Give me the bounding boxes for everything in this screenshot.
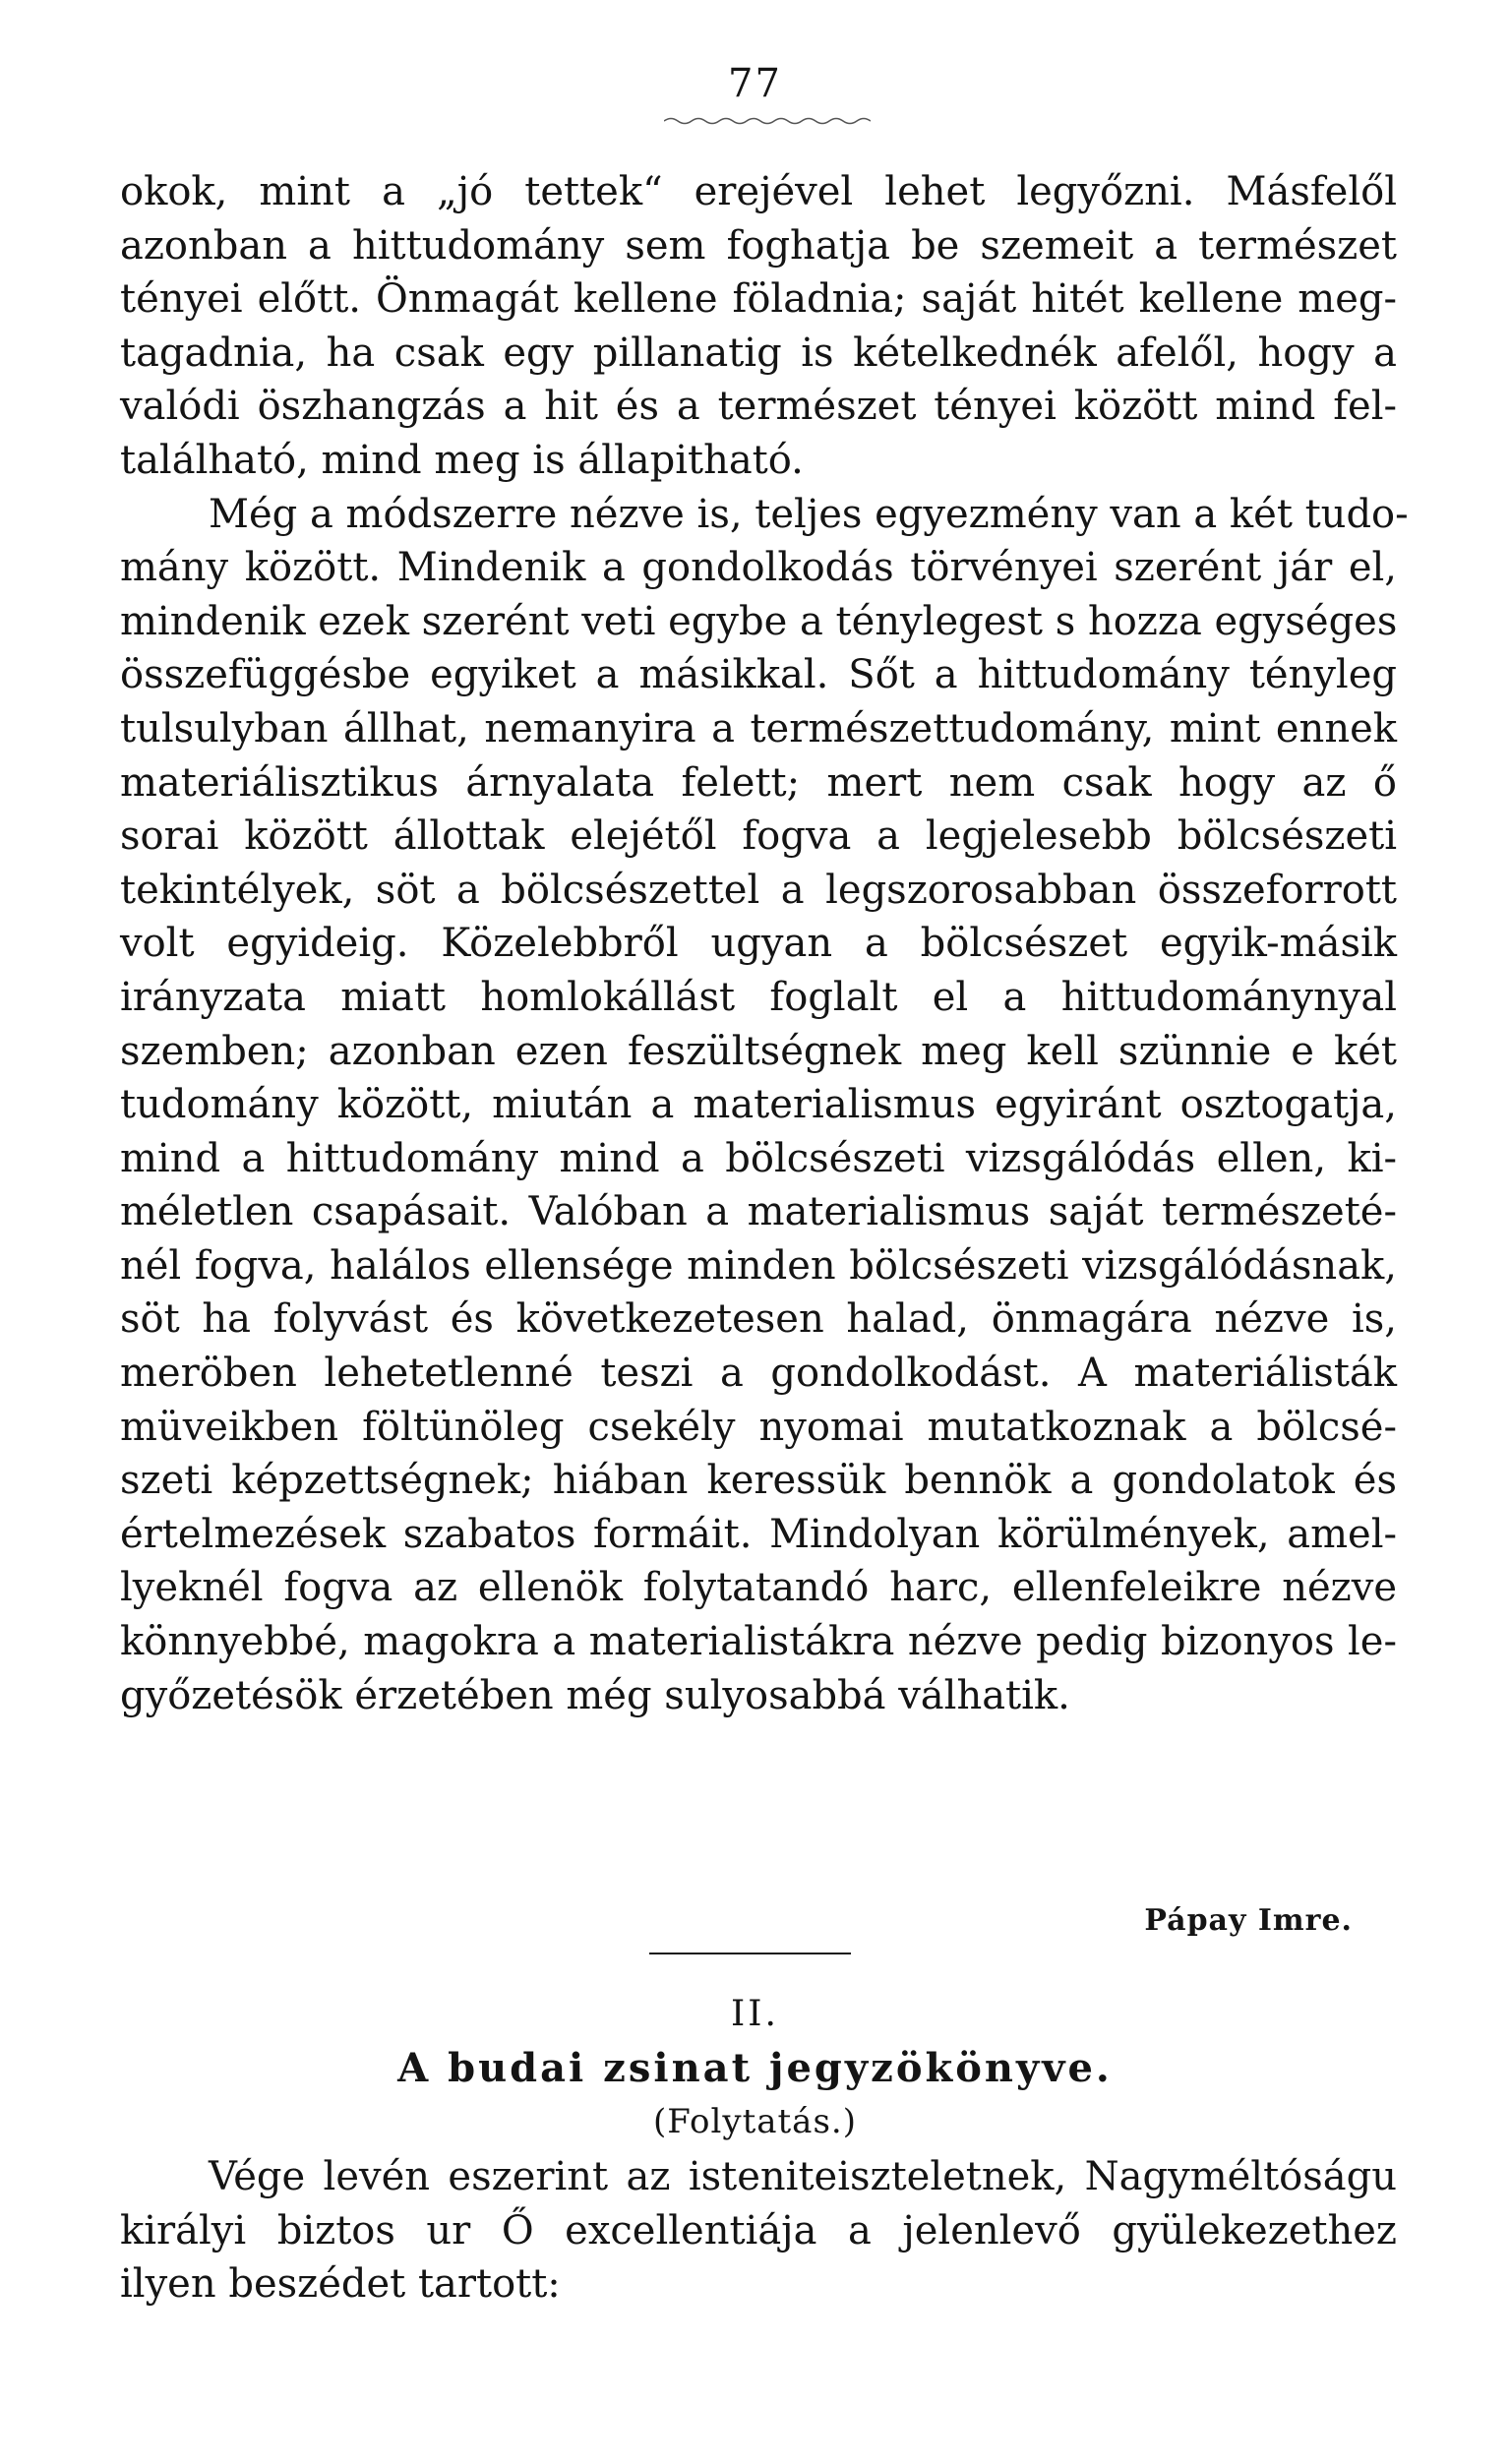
- section-number: II.: [731, 1994, 779, 2034]
- text-line: sorai között állottak elejétől fogva a legjelesebb bölcsészeti: [120, 813, 1397, 860]
- text-line: tényei előtt. Önmagát kellene föladnia; saját hitét kellene meg-: [120, 276, 1397, 323]
- text-line: volt egyideig. Közelebbről ugyan a bölcsészet egyik-másik: [120, 921, 1397, 967]
- text-line: azonban a hittudomány sem foghatja be szemeit a természet: [120, 222, 1397, 269]
- section-divider: [649, 1953, 851, 1954]
- section-body: [120, 2150, 1397, 2312]
- text-line: összefüggésbe egyiket a másikkal. Sőt a hittudomány tényleg: [120, 652, 1397, 698]
- text-line: okok, mint a „jó tettek“ erejével lehet legyőzni. Másfelől: [120, 169, 1397, 214]
- author-signature: Pápay Imre.: [1144, 1903, 1353, 1938]
- section-subtitle: (Folytatás.): [653, 2102, 857, 2141]
- text-line: tulsulyban állhat, nemanyira a természettudomány, mint ennek: [120, 705, 1397, 751]
- text-line: söt ha folyvást és következetesen halad, önmagára nézve is,: [120, 1296, 1397, 1343]
- text-line: meröben lehetetlenné teszi a gondolkodást. A materiálisták: [120, 1351, 1397, 1397]
- text-line: található, mind meg is állapitható.: [120, 437, 804, 483]
- text-line: szeti képzettségnek; hiában keressük bennök a gondolatok és: [120, 1458, 1397, 1504]
- text-line: Vége levén eszerint az isteniteiszteletnek, Nagyméltóságu: [209, 2154, 1397, 2199]
- text-line: könnyebbé, magokra a materialistákra nézve pedig bizonyos le-: [120, 1619, 1397, 1665]
- text-line: mindenik ezek szerént veti egybe a ténylegest s hozza egységes: [120, 598, 1398, 644]
- page-number: 77: [728, 61, 782, 106]
- text-line: mány között. Mindenik a gondolkodás törvényei szerént jár el,: [120, 545, 1397, 591]
- text-line: tekintélyek, söt a bölcsészettel a legszorosabban összeforrott: [120, 867, 1397, 913]
- text-line: müveikben föltünöleg csekély nyomai mutatkoznak a bölcsé-: [120, 1404, 1397, 1450]
- text-line: valódi öszhangzás a hit és a természet tényei között mind fel-: [120, 384, 1397, 430]
- text-line: mind a hittudomány mind a bölcsészeti vizsgálódás ellen, ki-: [120, 1135, 1397, 1181]
- page-number-ornament: [664, 116, 871, 126]
- text-line: méletlen csapásait. Valóban a materialismus saját természeté-: [120, 1189, 1397, 1235]
- text-line: nél fogva, halálos ellensége minden bölcsészeti vizsgálódásnak,: [120, 1242, 1397, 1289]
- text-line: lyeknél fogva az ellenök folytatandó harc, ellenfeleikre nézve: [120, 1565, 1397, 1611]
- text-line: Még a módszerre nézve is, teljes egyezmény van a két tudo-: [209, 491, 1409, 537]
- article-body: [120, 165, 1409, 1722]
- text-line: tagadnia, ha csak egy pillanatig is kételkednék afelől, hogy a: [120, 330, 1397, 376]
- text-line: szemben; azonban ezen feszültségnek meg kell szünnie e két: [120, 1028, 1397, 1074]
- text-line: értelmezések szabatos formáit. Mindolyan körülmények, amel-: [120, 1511, 1397, 1557]
- text-line: materiálisztikus árnyalata felett; mert nem csak hogy az ő: [120, 759, 1397, 806]
- text-line: tudomány között, miután a materialismus egyiránt osztogatja,: [120, 1082, 1397, 1128]
- text-line: ilyen beszédet tartott:: [120, 2261, 561, 2308]
- text-line: királyi biztos ur Ő excellentiája a jelenlevő gyülekezethez: [120, 2207, 1397, 2254]
- text-line: győzetésök érzetében még sulyosabbá válhatik.: [120, 1672, 1070, 1718]
- section-title: A budai zsinat jegyzökönyve.: [397, 2045, 1113, 2091]
- text-line: irányzata miatt homlokállást foglalt el a hittudománynyal: [120, 974, 1397, 1020]
